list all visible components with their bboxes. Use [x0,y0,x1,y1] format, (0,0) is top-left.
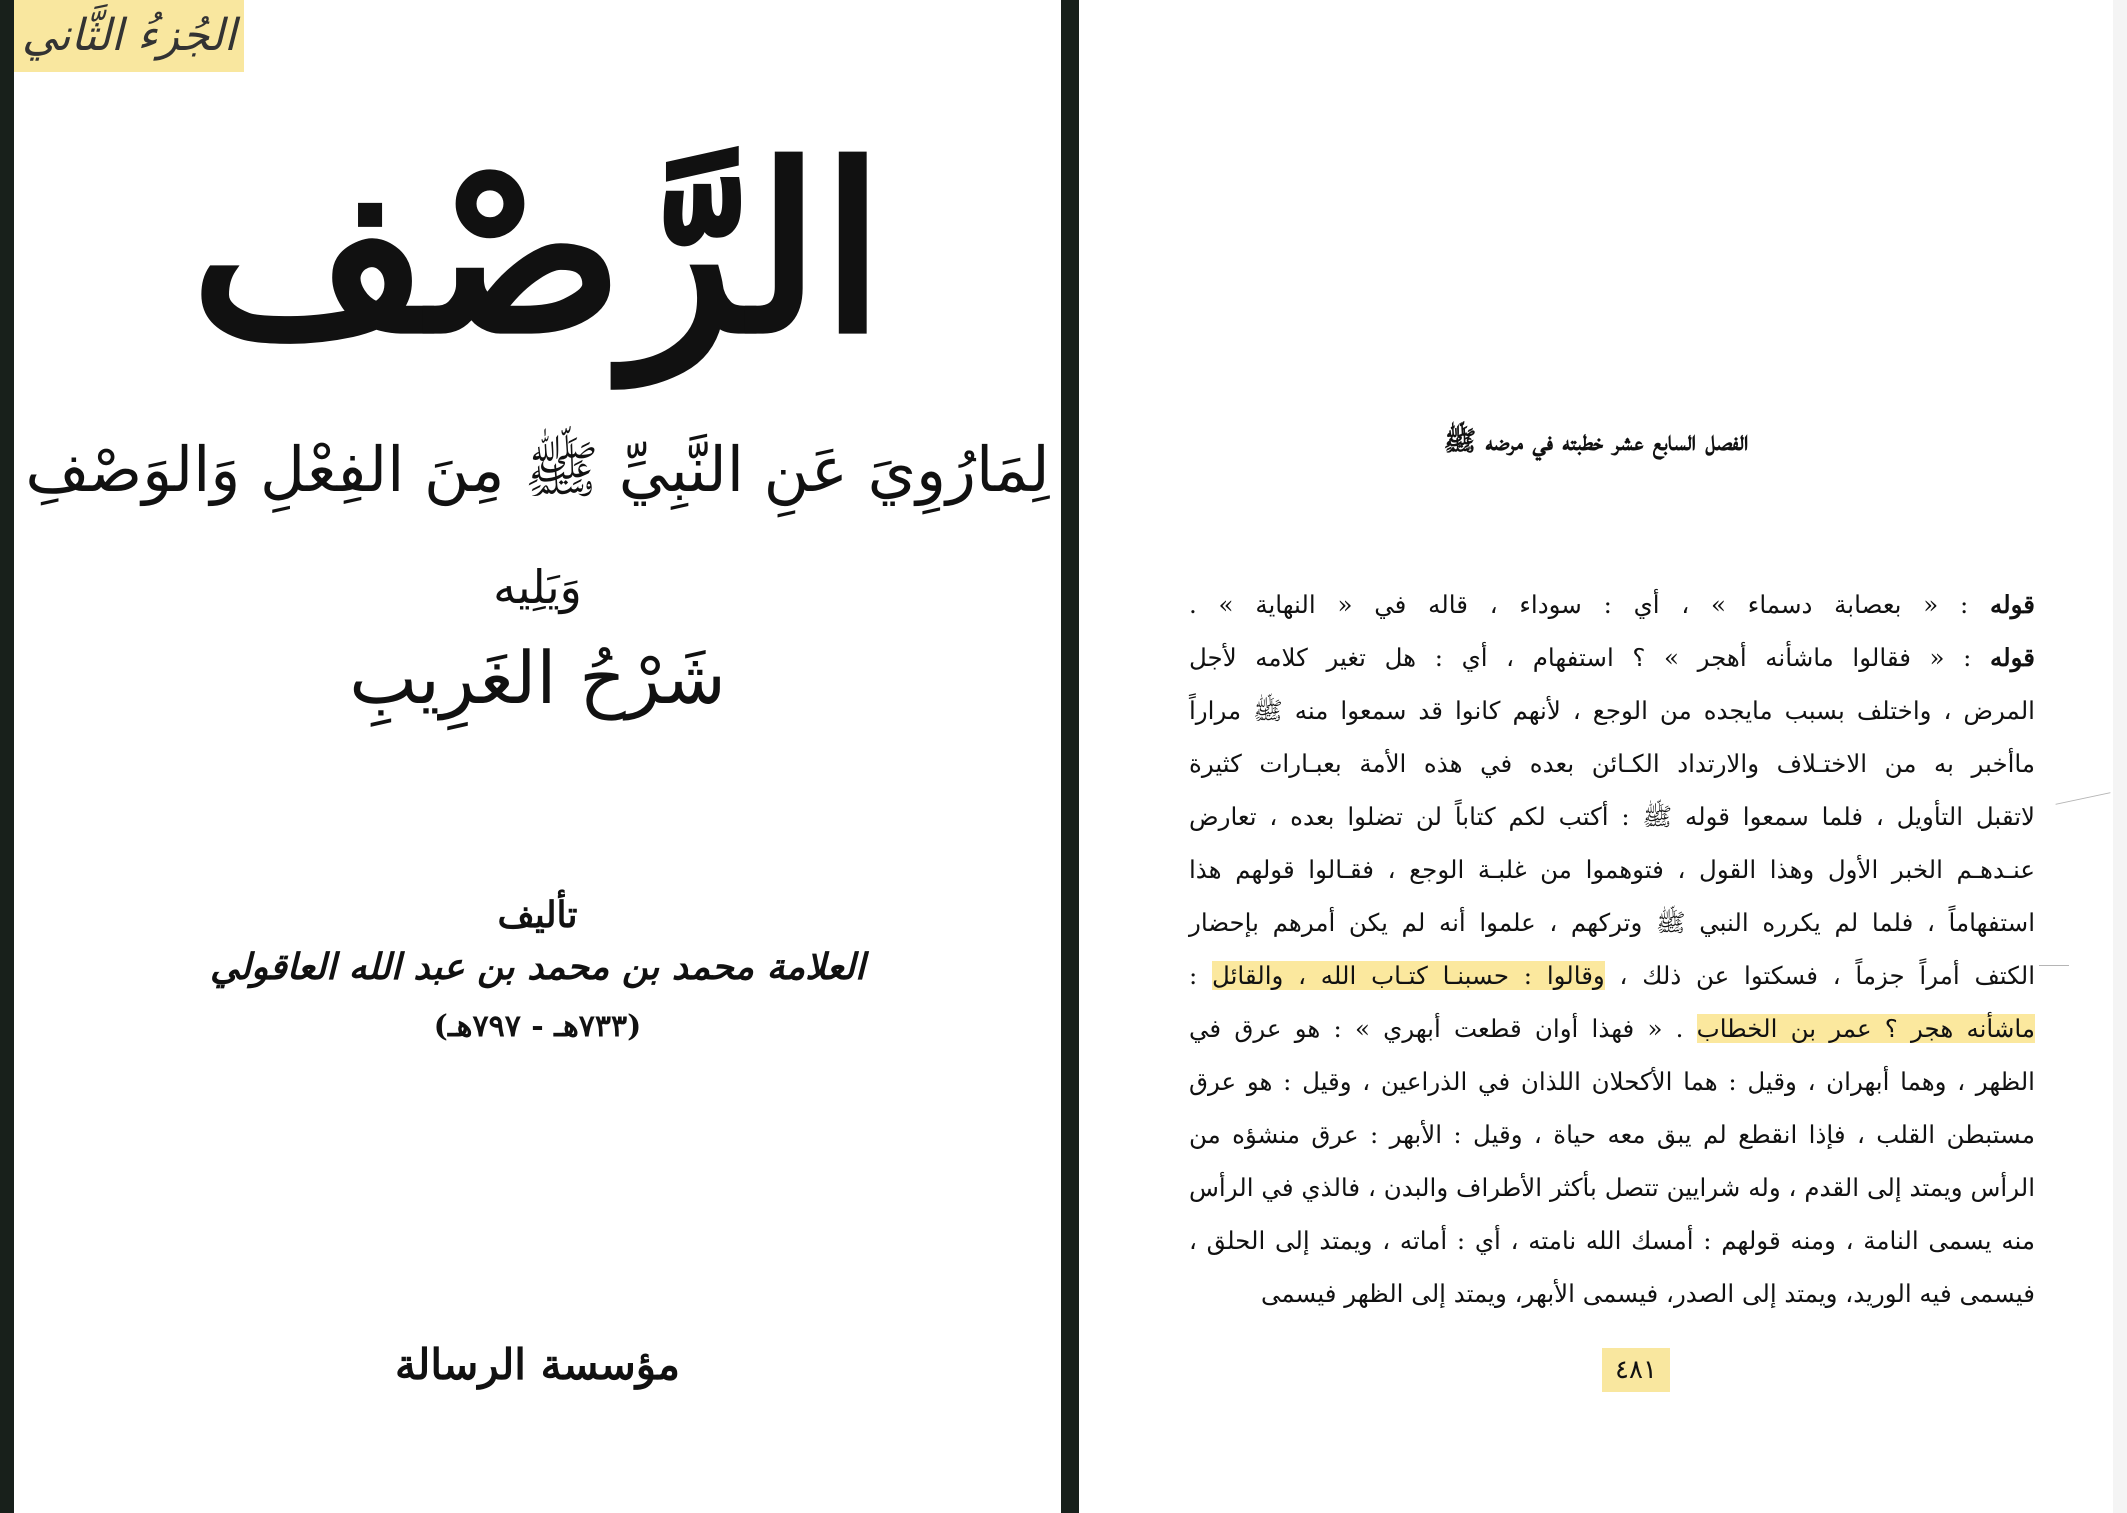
book-title: الرَّصْف [190,115,885,385]
body-text [1189,578,2035,1320]
author-name: العلامة محمد بن محمد بن عبد الله العاقولي [210,946,865,988]
volume-label: الجُزءُ الثَّاني [14,0,244,72]
text-line: ماشأنه هجر ؟ عمر بن الخطاب . « فهذا أوان قطعت أبهري » : هو عرق في [1189,1014,2036,1043]
page-number: ٤٨١ [1602,1348,1670,1392]
text-line: عنـدهـم الخبر الأول وهذا القول ، فتوهموا من غلبـة الوجع ، فقـالوا قولهم هذا [1189,855,2035,884]
scan-mark [2056,792,2111,805]
sharh-title: شَرْحُ الغَرِيبِ [349,636,726,720]
highlighted-text: وقالوا : حسبنـا كتـاب الله ، والقائل [1212,961,1605,990]
text-line: الظهر ، وهما أبهران ، وقيل : هما الأكحلان اللذان في الذراعين ، وقيل : هو عرق [1189,1067,2035,1096]
text-line: منه يسمى النامة ، ومنه قولهم : أمسك الله نامته ، أي : أماته ، ويمتد إلى الحلق ، [1189,1226,2035,1255]
text-line: فيسمى فيه الوريد، ويمتد إلى الصدر، فيسمى الأبهر، ويمتد إلى الظهر فيسمى [1260,1279,2035,1308]
left-frame-edge [0,0,14,1513]
text-line: قوله : « بعصابة دسماء » ، أي : سوداء ، قاله في « النهاية » . [1189,590,2035,619]
text-line: لاتقبل التأويل ، فلما سمعوا قوله ﷺ : أكتب لكم كتاباً لن تضلوا بعده ، تعارض [1189,802,2035,831]
publisher-name: مؤسسة الرسالة [395,1340,680,1389]
cover-page [14,0,1061,1513]
right-frame-edge [2113,0,2127,1513]
text-line: الكتف أمراً جزماً ، فسكتوا عن ذلك ، وقالوا : حسبنـا كتـاب الله ، والقائل : [1189,961,2036,990]
text-line: المرض ، واختلف بسبب مايجده من الوجع ، لأنهم كانوا قد سمعوا منه ﷺ مراراً [1189,696,2035,725]
text-line: ماأخبر به من الاختـلاف والارتداد الكـائن بعده في هذه الأمة بعبـارات كثيرة [1189,749,2035,778]
text-line: استفهاماً ، فلما لم يكرره النبي ﷺ وتركهم ، علموا أنه لم يكن أمرهم بإحضار [1189,908,2035,937]
author-dates: (٧٣٣هـ - ٧٩٧هـ) [433,1009,642,1044]
page-divider [1061,0,1079,1513]
highlighted-text: ماشأنه هجر ؟ عمر بن الخطاب [1696,1014,2036,1043]
text-page [1079,0,2113,1513]
text-line: مستبطن القلب ، فإذا انقطع لم يبق معه حياة ، وقيل : الأبهر : عرق منشؤه من [1189,1120,2035,1149]
and-follows-label: وَيَلِيه [493,560,582,614]
scan-mark [2039,965,2069,966]
book-subtitle: لِمَارُوِيَ عَنِ النَّبِيِّ ﷺ مِنَ الفِعْلِ وَالوَصْفِ [25,433,1050,506]
text-line: قوله : « فقالوا ماشأنه أهجر » ؟ استفهام ، أي : هل تغير كلامه لأجل [1189,643,2035,672]
text-line: الرأس ويمتد إلى القدم ، وله شرايين تتصل بأكثر الأطراف والبدن ، فالذي في الرأس [1189,1173,2036,1202]
authorship-label: تأليف [497,894,578,936]
chapter-heading: الفصل السابع عشر خطبته في مرضه ﷺ [1443,426,1749,457]
